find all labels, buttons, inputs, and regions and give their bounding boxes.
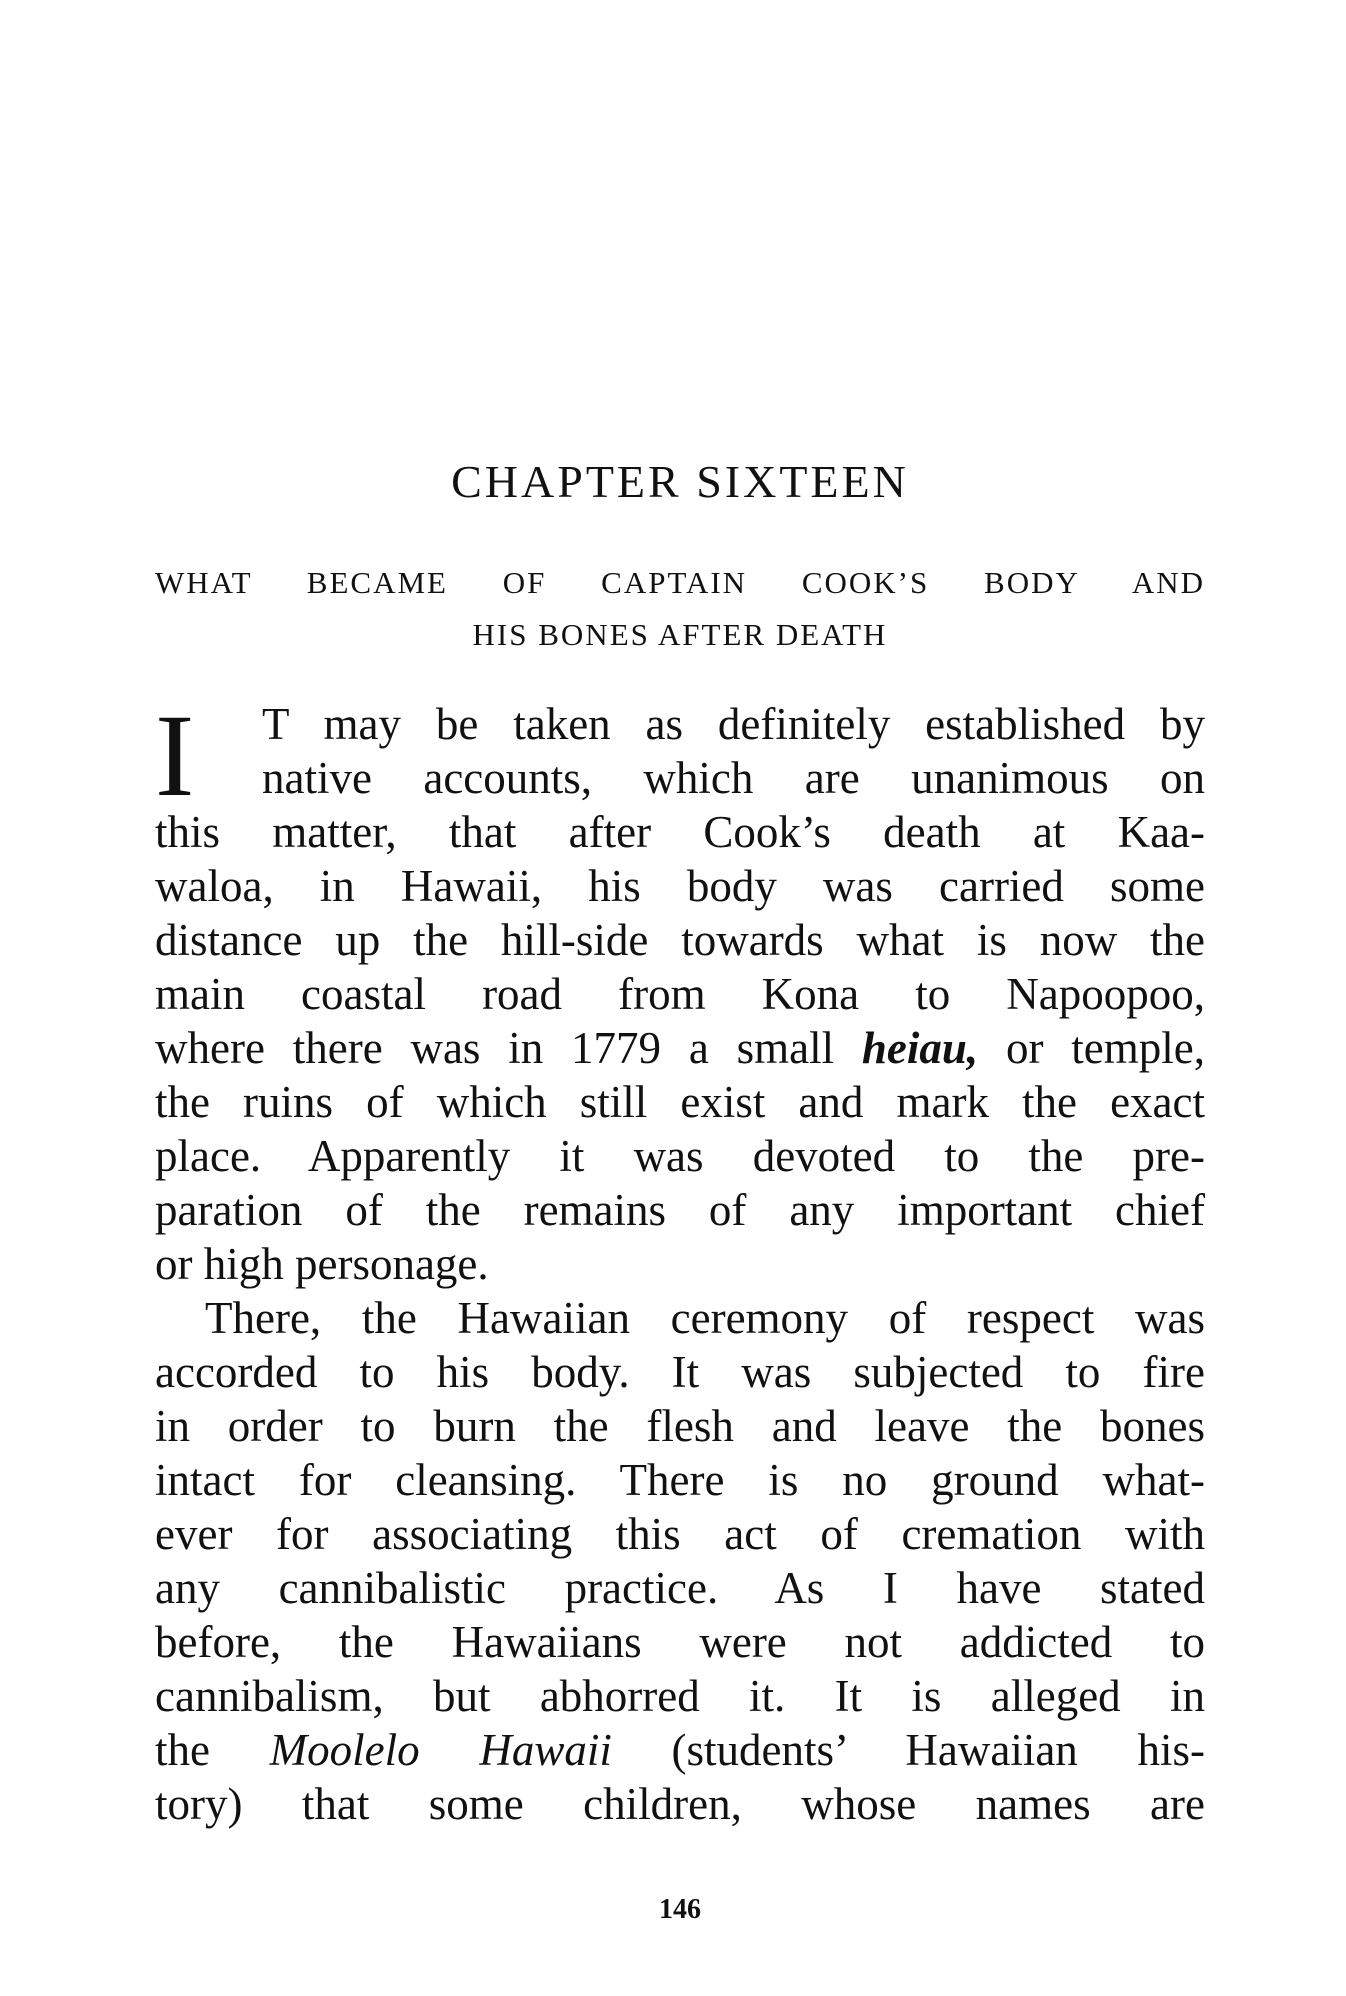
line-9-text-b: (students’ Hawaiian his- bbox=[611, 1725, 1205, 1775]
paragraph-2-line-6: any cannibalistic practice. As I have stated bbox=[155, 1563, 1205, 1613]
paragraph-1-line-7 bbox=[155, 1021, 1205, 1075]
paragraph-1-line-11: or high personage. bbox=[155, 1239, 489, 1289]
line-9-text-a: the bbox=[155, 1725, 270, 1775]
paragraph-1-line-1: T may be taken as definitely established by bbox=[262, 699, 1205, 749]
paragraph-1-line-8: the ruins of which still exist and mark the exact bbox=[155, 1077, 1205, 1127]
paragraph-2-line-7: before, the Hawaiians were not addicted to bbox=[155, 1617, 1205, 1667]
paragraph-1-line-4: waloa, in Hawaii, his body was carried some bbox=[155, 861, 1205, 911]
chapter-title: CHAPTER SIXTEEN bbox=[451, 456, 909, 507]
drop-cap: I bbox=[155, 690, 195, 821]
paragraph-1-line-9: place. Apparently it was devoted to the pre- bbox=[155, 1131, 1205, 1181]
page-number: 146 bbox=[659, 1894, 701, 1925]
paragraph-1-line-2: native accounts, which are unanimous on bbox=[262, 753, 1205, 803]
paragraph-2-line-8: cannibalism, but abhorred it. It is alleged in bbox=[155, 1671, 1205, 1721]
chapter-subtitle-line-1: WHAT BECAME OF CAPTAIN COOK’S BODY AND bbox=[155, 565, 1205, 600]
line-7-text-a: where there was in 1779 a small bbox=[155, 1023, 862, 1073]
paragraph-2-line-10: tory) that some children, whose names are bbox=[155, 1779, 1205, 1829]
paragraph-2-line-9 bbox=[155, 1723, 1205, 1777]
moolelo-hawaii-title: Moolelo Hawaii bbox=[269, 1725, 612, 1775]
paragraph-2-line-4: intact for cleansing. There is no ground what- bbox=[155, 1455, 1205, 1505]
heiau-term: heiau, bbox=[861, 1023, 979, 1073]
paragraph-1-line-10: paration of the remains of any important chief bbox=[155, 1185, 1205, 1235]
paragraph-2-line-2: accorded to his body. It was subjected to fire bbox=[155, 1347, 1205, 1397]
paragraph-2-line-1: There, the Hawaiian ceremony of respect was bbox=[205, 1293, 1205, 1343]
chapter-subtitle-line-2: HIS BONES AFTER DEATH bbox=[472, 617, 888, 652]
paragraph-2-line-5: ever for associating this act of cremation with bbox=[155, 1509, 1205, 1559]
paragraph-2-line-3: in order to burn the flesh and leave the bones bbox=[155, 1401, 1205, 1451]
paragraph-1-line-6: main coastal road from Kona to Napoopoo, bbox=[155, 969, 1205, 1019]
line-7-text-b: or temple, bbox=[978, 1023, 1205, 1073]
paragraph-1-line-3: this matter, that after Cook’s death at Kaa- bbox=[155, 807, 1205, 857]
paragraph-1-line-5: distance up the hill-side towards what is now the bbox=[155, 915, 1205, 965]
